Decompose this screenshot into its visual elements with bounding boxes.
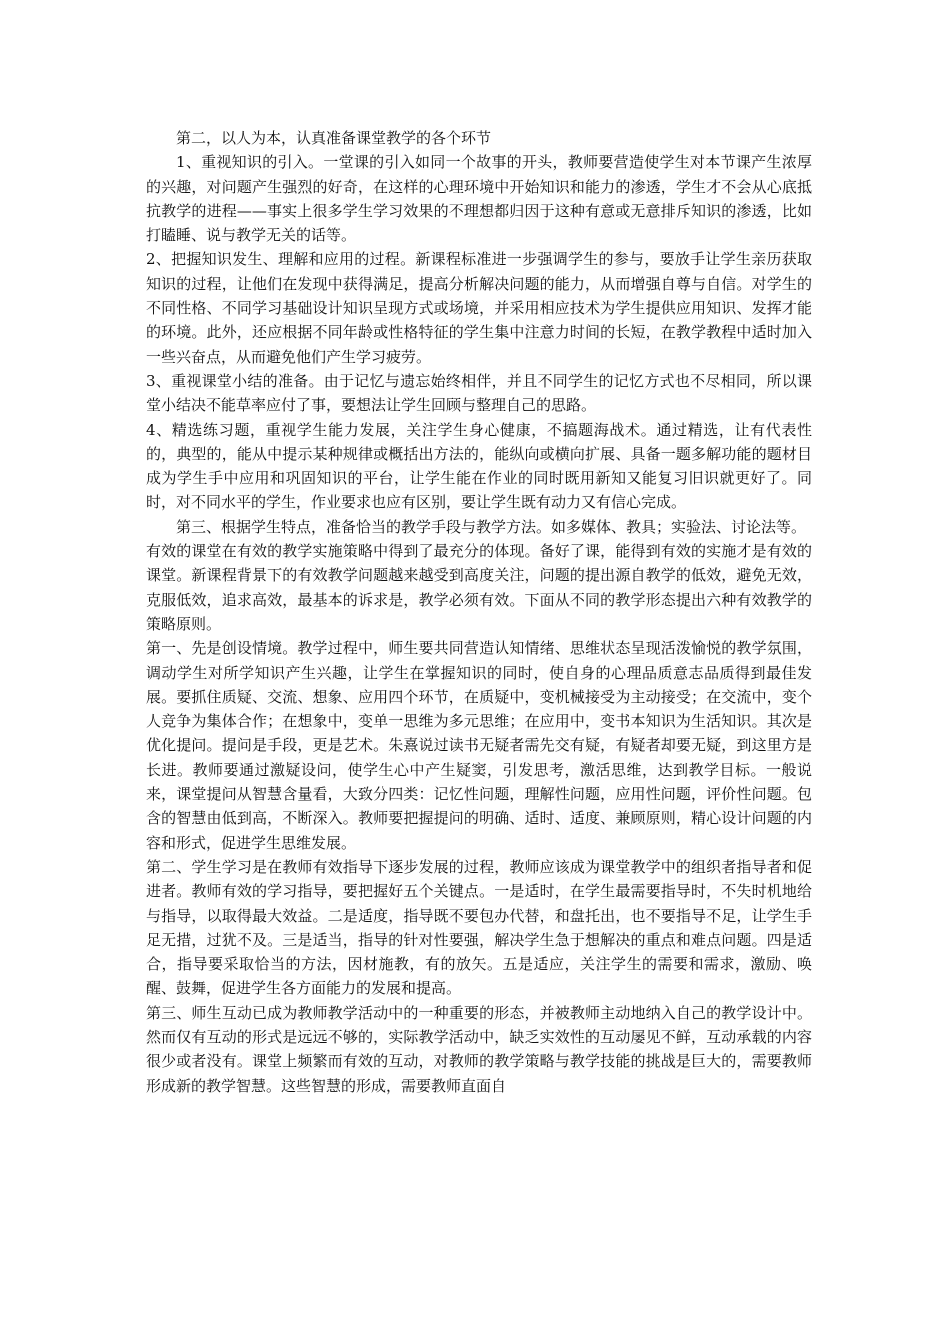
paragraph-teacher-student-interaction: 第三、师生互动已成为教师教学活动中的一种重要的形态，并被教师主动地纳入自己的教学设计中。然而仅有互动的形式是远远不够的，实际教学活动中，缺乏实效性的互动屡见不鲜，互动承载的内容很少或者没有。课堂上频繁而有效的互动，对教师的教学策略与教学技能的挑战是巨大的，需要教师形成新的教学智慧。这些智慧的形成，需要教师直面自 [146, 1003, 812, 1095]
paragraph-section-two-heading: 第二，以人为本，认真准备课堂教学的各个环节 [176, 129, 492, 147]
paragraph-effective-classroom: 有效的课堂在有效的教学实施策略中得到了最充分的体现。备好了课，能得到有效的实施才是有效的课堂。新课程背景下的有效教学问题越来越受到高度关注，问题的提出源自教学的低效，避免无效，克服低效，追求高效，最基本的诉求是，教学必须有效。下面从不同的教学形态提出六种有效教学的策略原则。 [146, 542, 812, 633]
paragraph-knowledge-introduction: 1、重视知识的引入。一堂课的引入如同一个故事的开头，教师要营造使学生对本节课产生浓厚的兴趣，对问题产生强烈的好奇，在这样的心理环境中开始知识和能力的渗透，学生才不会从心底抵抗教学的进程——事实上很多学生学习效果的不理想都归因于这种有意或无意排斥知识的渗透，比如打瞌睡、说与教学无关的话等。 [146, 153, 812, 245]
paragraph-learning-guidance: 第二、学生学习是在教师有效指导下逐步发展的过程，教师应该成为课堂教学中的组织者指导者和促进者。教师有效的学习指导，要把握好五个关键点。一是适时，在学生最需要指导时，不失时机地给与指导，以取得最大效益。二是适度，指导既不要包办代替，和盘托出，也不要指导不足，让学生手足无措，过犹不及。三是适当，指导的针对性要强，解决学生急于想解决的重点和难点问题。四是适合，指导要采取恰当的方法，因材施教，有的放矢。五是适应，关注学生的需要和需求，激励、唤醒、鼓舞，促进学生各方面能力的发展和提高。 [146, 857, 812, 998]
paragraph-knowledge-process: 2、把握知识发生、理解和应用的过程。新课程标准进一步强调学生的参与，要放手让学生亲历获取知识的过程，让他们在发现中获得满足，提高分析解决问题的能力，从而增强自尊与自信。对学生的不同性格、不同学习基础设计知识呈现方式或场境，并采用相应技术为学生提供应用知识、发挥才能的环境。此外，还应根据不同年龄或性格特征的学生集中注意力时间的长短，在教学教程中适时加入一些兴奋点，从而避免他们产生学习疲劳。 [146, 250, 812, 366]
document-page [146, 126, 812, 1098]
paragraph-section-three-heading: 第三、根据学生特点，准备恰当的教学手段与教学方法。如多媒体、教具；实验法、讨论法等。 [176, 517, 807, 536]
paragraph-lesson-summary: 3、重视课堂小结的准备。由于记忆与遗忘始终相伴，并且不同学生的记忆方式也不尽相同，所以课堂小结决不能草率应付了事，要想法让学生回顾与整理自己的思路。 [146, 371, 812, 415]
paragraph-create-situation: 第一、先是创设情境。教学过程中，师生要共同营造认知情绪、思维状态呈现活泼愉悦的教学氛围，调动学生对所学知识产生兴趣，让学生在掌握知识的同时，使自身的心理品质意志品质得到最佳发展。要抓住质疑、交流、想象、应用四个环节，在质疑中，变机械接受为主动接受；在交流中，变个人竞争为集体合作；在想象中，变单一思维为多元思维；在应用中，变书本知识为生活知识。其次是优化提问。提问是手段，更是艺术。朱熹说过读书无疑者需先交有疑，有疑者却要无疑，到这里方是长进。教师要通过激疑设问，使学生心中产生疑窦，引发思考，激活思维，达到教学目标。一般说来，课堂提问从智慧含量看，大致分四类：记忆性问题，理解性问题，应用性问题，评价性问题。包含的智慧由低到高，不断深入。教师要把握提问的明确、适时、适度、兼顾原则，精心设计问题的内容和形式，促进学生思维发展。 [146, 639, 812, 852]
paragraph-exercise-selection: 4、精选练习题，重视学生能力发展，关注学生身心健康，不搞题海战术。通过精选，让有代表性的，典型的，能从中提示某种规律或概括出方法的，能纵向或横向扩展、具备一题多解功能的题材目成为学生手中应用和巩固知识的平台，让学生能在作业的同时既用新知又能复习旧识就更好了。同时，对不同水平的学生，作业要求也应有区别，要让学生既有动力又有信心完成。 [146, 420, 812, 512]
